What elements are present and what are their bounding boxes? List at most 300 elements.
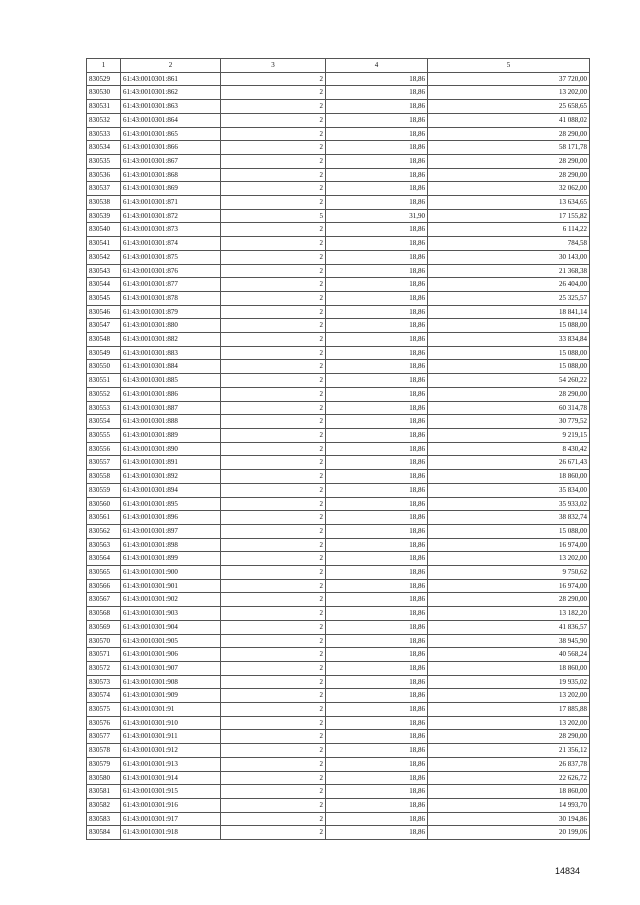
table-row (87, 538, 590, 552)
table-row (87, 168, 590, 182)
col3-value-cell: 2 (221, 620, 326, 634)
col4-value-cell: 18,86 (326, 250, 428, 264)
cadastral-number-cell: 61:43:0010301:891 (121, 456, 221, 470)
cadastral-number-cell: 61:43:0010301:880 (121, 319, 221, 333)
row-number-cell: 830530 (87, 86, 121, 100)
col4-value-cell: 18,86 (326, 196, 428, 210)
col4-value-cell: 18,86 (326, 72, 428, 86)
col4-value-cell: 18,86 (326, 182, 428, 196)
amount-cell: 21 356,12 (428, 744, 590, 758)
col4-value-cell: 18,86 (326, 579, 428, 593)
amount-cell: 25 325,57 (428, 291, 590, 305)
amount-cell: 38 832,74 (428, 511, 590, 525)
row-number-cell: 830570 (87, 634, 121, 648)
col3-value-cell: 2 (221, 182, 326, 196)
row-number-cell: 830544 (87, 278, 121, 292)
row-number-cell: 830549 (87, 346, 121, 360)
col3-value-cell: 2 (221, 798, 326, 812)
col3-value-cell: 2 (221, 730, 326, 744)
row-number-cell: 830578 (87, 744, 121, 758)
amount-cell: 28 290,00 (428, 154, 590, 168)
row-number-cell: 830555 (87, 428, 121, 442)
cadastral-number-cell: 61:43:0010301:91 (121, 703, 221, 717)
amount-cell: 8 430,42 (428, 442, 590, 456)
col3-value-cell: 2 (221, 127, 326, 141)
row-number-cell: 830576 (87, 716, 121, 730)
table-row (87, 291, 590, 305)
amount-cell: 38 945,90 (428, 634, 590, 648)
amount-cell: 13 634,65 (428, 196, 590, 210)
row-number-cell: 830538 (87, 196, 121, 210)
col3-value-cell: 2 (221, 579, 326, 593)
table-row (87, 593, 590, 607)
row-number-cell: 830581 (87, 785, 121, 799)
col3-value-cell: 2 (221, 346, 326, 360)
amount-cell: 26 837,78 (428, 757, 590, 771)
col4-value-cell: 18,86 (326, 593, 428, 607)
row-number-cell: 830559 (87, 483, 121, 497)
cadastral-number-cell: 61:43:0010301:888 (121, 415, 221, 429)
cadastral-number-cell: 61:43:0010301:872 (121, 209, 221, 223)
column-header-5: 5 (428, 59, 590, 73)
amount-cell: 35 933,02 (428, 497, 590, 511)
row-number-cell: 830543 (87, 264, 121, 278)
col4-value-cell: 18,86 (326, 360, 428, 374)
col3-value-cell: 2 (221, 387, 326, 401)
row-number-cell: 830532 (87, 113, 121, 127)
col4-value-cell: 18,86 (326, 483, 428, 497)
table-row (87, 812, 590, 826)
col3-value-cell: 2 (221, 785, 326, 799)
cadastral-number-cell: 61:43:0010301:904 (121, 620, 221, 634)
amount-cell: 21 368,38 (428, 264, 590, 278)
cadastral-number-cell: 61:43:0010301:869 (121, 182, 221, 196)
col3-value-cell: 2 (221, 497, 326, 511)
amount-cell: 784,58 (428, 237, 590, 251)
col4-value-cell: 18,86 (326, 100, 428, 114)
amount-cell: 13 202,00 (428, 689, 590, 703)
col3-value-cell: 2 (221, 456, 326, 470)
data-table (86, 58, 590, 840)
amount-cell: 60 314,78 (428, 401, 590, 415)
amount-cell: 14 993,70 (428, 798, 590, 812)
table-row (87, 620, 590, 634)
col3-value-cell: 2 (221, 648, 326, 662)
row-number-cell: 830546 (87, 305, 121, 319)
amount-cell: 28 290,00 (428, 127, 590, 141)
table-row (87, 442, 590, 456)
amount-cell: 30 143,00 (428, 250, 590, 264)
col4-value-cell: 18,86 (326, 401, 428, 415)
table-row (87, 100, 590, 114)
cadastral-number-cell: 61:43:0010301:908 (121, 675, 221, 689)
row-number-cell: 830572 (87, 661, 121, 675)
cadastral-number-cell: 61:43:0010301:911 (121, 730, 221, 744)
row-number-cell: 830563 (87, 538, 121, 552)
col3-value-cell: 2 (221, 415, 326, 429)
amount-cell: 26 671,43 (428, 456, 590, 470)
col3-value-cell: 2 (221, 716, 326, 730)
cadastral-number-cell: 61:43:0010301:864 (121, 113, 221, 127)
row-number-cell: 830529 (87, 72, 121, 86)
cadastral-number-cell: 61:43:0010301:886 (121, 387, 221, 401)
table-row (87, 648, 590, 662)
col4-value-cell: 18,86 (326, 634, 428, 648)
table-row (87, 798, 590, 812)
amount-cell: 37 720,00 (428, 72, 590, 86)
table-row (87, 333, 590, 347)
row-number-cell: 830567 (87, 593, 121, 607)
amount-cell: 22 626,72 (428, 771, 590, 785)
table-row (87, 415, 590, 429)
table-row (87, 319, 590, 333)
col3-value-cell: 2 (221, 141, 326, 155)
col4-value-cell: 18,86 (326, 497, 428, 511)
cadastral-number-cell: 61:43:0010301:868 (121, 168, 221, 182)
col3-value-cell: 2 (221, 442, 326, 456)
col4-value-cell: 18,86 (326, 798, 428, 812)
row-number-cell: 830554 (87, 415, 121, 429)
row-number-cell: 830583 (87, 812, 121, 826)
row-number-cell: 830584 (87, 826, 121, 840)
cadastral-number-cell: 61:43:0010301:863 (121, 100, 221, 114)
col4-value-cell: 18,86 (326, 771, 428, 785)
cadastral-number-cell: 61:43:0010301:865 (121, 127, 221, 141)
row-number-cell: 830582 (87, 798, 121, 812)
amount-cell: 19 935,02 (428, 675, 590, 689)
col4-value-cell: 18,86 (326, 168, 428, 182)
col3-value-cell: 2 (221, 634, 326, 648)
col3-value-cell: 2 (221, 812, 326, 826)
col3-value-cell: 2 (221, 250, 326, 264)
amount-cell: 28 290,00 (428, 168, 590, 182)
amount-cell: 33 834,84 (428, 333, 590, 347)
col3-value-cell: 2 (221, 566, 326, 580)
col4-value-cell: 18,86 (326, 113, 428, 127)
column-header-2: 2 (121, 59, 221, 73)
col4-value-cell: 18,86 (326, 428, 428, 442)
amount-cell: 16 974,00 (428, 538, 590, 552)
cadastral-number-cell: 61:43:0010301:905 (121, 634, 221, 648)
col4-value-cell: 18,86 (326, 470, 428, 484)
col3-value-cell: 2 (221, 154, 326, 168)
cadastral-number-cell: 61:43:0010301:867 (121, 154, 221, 168)
cadastral-number-cell: 61:43:0010301:913 (121, 757, 221, 771)
col3-value-cell: 2 (221, 826, 326, 840)
col3-value-cell: 2 (221, 360, 326, 374)
row-number-cell: 830566 (87, 579, 121, 593)
col3-value-cell: 2 (221, 401, 326, 415)
row-number-cell: 830579 (87, 757, 121, 771)
amount-cell: 54 260,22 (428, 374, 590, 388)
cadastral-number-cell: 61:43:0010301:906 (121, 648, 221, 662)
amount-cell: 41 836,57 (428, 620, 590, 634)
row-number-cell: 830552 (87, 387, 121, 401)
table-row (87, 196, 590, 210)
col3-value-cell: 2 (221, 675, 326, 689)
col3-value-cell: 2 (221, 264, 326, 278)
col3-value-cell: 2 (221, 196, 326, 210)
amount-cell: 58 171,78 (428, 141, 590, 155)
table-row (87, 483, 590, 497)
row-number-cell: 830535 (87, 154, 121, 168)
col3-value-cell: 2 (221, 552, 326, 566)
column-header-4: 4 (326, 59, 428, 73)
col4-value-cell: 18,86 (326, 552, 428, 566)
table-row (87, 250, 590, 264)
row-number-cell: 830547 (87, 319, 121, 333)
table-row (87, 223, 590, 237)
table-row (87, 360, 590, 374)
col4-value-cell: 18,86 (326, 703, 428, 717)
table-row (87, 264, 590, 278)
amount-cell: 18 860,00 (428, 661, 590, 675)
table-row (87, 237, 590, 251)
amount-cell: 28 290,00 (428, 730, 590, 744)
col3-value-cell: 2 (221, 511, 326, 525)
cadastral-number-cell: 61:43:0010301:897 (121, 524, 221, 538)
row-number-cell: 830564 (87, 552, 121, 566)
col3-value-cell: 2 (221, 771, 326, 785)
col3-value-cell: 2 (221, 703, 326, 717)
table-row (87, 182, 590, 196)
amount-cell: 13 202,00 (428, 716, 590, 730)
amount-cell: 25 658,65 (428, 100, 590, 114)
row-number-cell: 830551 (87, 374, 121, 388)
row-number-cell: 830548 (87, 333, 121, 347)
col4-value-cell: 18,86 (326, 237, 428, 251)
cadastral-number-cell: 61:43:0010301:873 (121, 223, 221, 237)
cadastral-number-cell: 61:43:0010301:878 (121, 291, 221, 305)
row-number-cell: 830533 (87, 127, 121, 141)
col3-value-cell: 2 (221, 223, 326, 237)
table-row (87, 113, 590, 127)
row-number-cell: 830556 (87, 442, 121, 456)
cadastral-number-cell: 61:43:0010301:907 (121, 661, 221, 675)
table-row (87, 744, 590, 758)
table-row (87, 278, 590, 292)
table-row (87, 209, 590, 223)
col4-value-cell: 18,86 (326, 538, 428, 552)
table-row (87, 716, 590, 730)
table-row (87, 511, 590, 525)
col3-value-cell: 2 (221, 305, 326, 319)
amount-cell: 28 290,00 (428, 387, 590, 401)
col4-value-cell: 18,86 (326, 744, 428, 758)
col4-value-cell: 18,86 (326, 456, 428, 470)
cadastral-number-cell: 61:43:0010301:874 (121, 237, 221, 251)
row-number-cell: 830553 (87, 401, 121, 415)
col4-value-cell: 18,86 (326, 141, 428, 155)
col4-value-cell: 18,86 (326, 716, 428, 730)
row-number-cell: 830562 (87, 524, 121, 538)
table-row (87, 675, 590, 689)
table-row (87, 401, 590, 415)
col4-value-cell: 18,86 (326, 511, 428, 525)
col4-value-cell: 18,86 (326, 127, 428, 141)
row-number-cell: 830534 (87, 141, 121, 155)
col4-value-cell: 18,86 (326, 86, 428, 100)
column-header-3: 3 (221, 59, 326, 73)
cadastral-number-cell: 61:43:0010301:912 (121, 744, 221, 758)
row-number-cell: 830577 (87, 730, 121, 744)
cadastral-number-cell: 61:43:0010301:876 (121, 264, 221, 278)
amount-cell: 13 182,20 (428, 607, 590, 621)
amount-cell: 18 841,14 (428, 305, 590, 319)
amount-cell: 30 779,52 (428, 415, 590, 429)
cadastral-number-cell: 61:43:0010301:877 (121, 278, 221, 292)
page-number: 14834 (555, 866, 581, 876)
col4-value-cell: 18,86 (326, 607, 428, 621)
col3-value-cell: 2 (221, 538, 326, 552)
row-number-cell: 830541 (87, 237, 121, 251)
row-number-cell: 830574 (87, 689, 121, 703)
amount-cell: 26 404,00 (428, 278, 590, 292)
row-number-cell: 830560 (87, 497, 121, 511)
row-number-cell: 830571 (87, 648, 121, 662)
cadastral-number-cell: 61:43:0010301:882 (121, 333, 221, 347)
table-row (87, 579, 590, 593)
table-row (87, 387, 590, 401)
table-row (87, 374, 590, 388)
row-number-cell: 830557 (87, 456, 121, 470)
table-row (87, 785, 590, 799)
amount-cell: 32 062,00 (428, 182, 590, 196)
row-number-cell: 830542 (87, 250, 121, 264)
table-row (87, 771, 590, 785)
row-number-cell: 830539 (87, 209, 121, 223)
cadastral-number-cell: 61:43:0010301:875 (121, 250, 221, 264)
amount-cell: 9 219,15 (428, 428, 590, 442)
col4-value-cell: 18,86 (326, 442, 428, 456)
table-row (87, 661, 590, 675)
table-row (87, 552, 590, 566)
col3-value-cell: 2 (221, 483, 326, 497)
cadastral-number-cell: 61:43:0010301:916 (121, 798, 221, 812)
cadastral-number-cell: 61:43:0010301:895 (121, 497, 221, 511)
table-row (87, 826, 590, 840)
col4-value-cell: 31,90 (326, 209, 428, 223)
col3-value-cell: 2 (221, 291, 326, 305)
col4-value-cell: 18,86 (326, 785, 428, 799)
row-number-cell: 830573 (87, 675, 121, 689)
table-row (87, 757, 590, 771)
table-row (87, 456, 590, 470)
col4-value-cell: 18,86 (326, 415, 428, 429)
cadastral-number-cell: 61:43:0010301:896 (121, 511, 221, 525)
col3-value-cell: 2 (221, 333, 326, 347)
amount-cell: 9 750,62 (428, 566, 590, 580)
table-row (87, 127, 590, 141)
row-number-cell: 830536 (87, 168, 121, 182)
header-row (87, 59, 590, 73)
col3-value-cell: 2 (221, 593, 326, 607)
cadastral-number-cell: 61:43:0010301:866 (121, 141, 221, 155)
col3-value-cell: 2 (221, 374, 326, 388)
cadastral-number-cell: 61:43:0010301:887 (121, 401, 221, 415)
table-row (87, 497, 590, 511)
col4-value-cell: 18,86 (326, 154, 428, 168)
table-row (87, 524, 590, 538)
cadastral-number-cell: 61:43:0010301:898 (121, 538, 221, 552)
cadastral-number-cell: 61:43:0010301:884 (121, 360, 221, 374)
col3-value-cell: 2 (221, 524, 326, 538)
col4-value-cell: 18,86 (326, 374, 428, 388)
cadastral-number-cell: 61:43:0010301:883 (121, 346, 221, 360)
col4-value-cell: 18,86 (326, 319, 428, 333)
cadastral-number-cell: 61:43:0010301:914 (121, 771, 221, 785)
table-row (87, 634, 590, 648)
amount-cell: 17 155,82 (428, 209, 590, 223)
row-number-cell: 830575 (87, 703, 121, 717)
col3-value-cell: 2 (221, 428, 326, 442)
col3-value-cell: 2 (221, 757, 326, 771)
cadastral-number-cell: 61:43:0010301:915 (121, 785, 221, 799)
col4-value-cell: 18,86 (326, 826, 428, 840)
amount-cell: 20 199,06 (428, 826, 590, 840)
table-row (87, 72, 590, 86)
column-header-1: 1 (87, 59, 121, 73)
row-number-cell: 830561 (87, 511, 121, 525)
col4-value-cell: 18,86 (326, 387, 428, 401)
table-body (87, 72, 590, 839)
amount-cell: 17 885,88 (428, 703, 590, 717)
table-row (87, 428, 590, 442)
cadastral-number-cell: 61:43:0010301:890 (121, 442, 221, 456)
row-number-cell: 830568 (87, 607, 121, 621)
amount-cell: 6 114,22 (428, 223, 590, 237)
table-row (87, 154, 590, 168)
cadastral-number-cell: 61:43:0010301:918 (121, 826, 221, 840)
cadastral-number-cell: 61:43:0010301:909 (121, 689, 221, 703)
col4-value-cell: 18,86 (326, 278, 428, 292)
row-number-cell: 830550 (87, 360, 121, 374)
cadastral-number-cell: 61:43:0010301:917 (121, 812, 221, 826)
cadastral-number-cell: 61:43:0010301:871 (121, 196, 221, 210)
col4-value-cell: 18,86 (326, 675, 428, 689)
table-row (87, 305, 590, 319)
col3-value-cell: 2 (221, 168, 326, 182)
col4-value-cell: 18,86 (326, 689, 428, 703)
col3-value-cell: 2 (221, 689, 326, 703)
cadastral-number-cell: 61:43:0010301:903 (121, 607, 221, 621)
col4-value-cell: 18,86 (326, 648, 428, 662)
col3-value-cell: 2 (221, 661, 326, 675)
col3-value-cell: 2 (221, 278, 326, 292)
cadastral-number-cell: 61:43:0010301:862 (121, 86, 221, 100)
cadastral-number-cell: 61:43:0010301:892 (121, 470, 221, 484)
col4-value-cell: 18,86 (326, 333, 428, 347)
table-header (87, 59, 590, 73)
col4-value-cell: 18,86 (326, 291, 428, 305)
table-row (87, 689, 590, 703)
col3-value-cell: 2 (221, 72, 326, 86)
cadastral-number-cell: 61:43:0010301:900 (121, 566, 221, 580)
col4-value-cell: 18,86 (326, 264, 428, 278)
row-number-cell: 830545 (87, 291, 121, 305)
amount-cell: 15 088,00 (428, 346, 590, 360)
table-row (87, 470, 590, 484)
amount-cell: 28 290,00 (428, 593, 590, 607)
table-row (87, 566, 590, 580)
col4-value-cell: 18,86 (326, 566, 428, 580)
amount-cell: 18 860,00 (428, 470, 590, 484)
row-number-cell: 830540 (87, 223, 121, 237)
amount-cell: 30 194,86 (428, 812, 590, 826)
table-row (87, 703, 590, 717)
cadastral-number-cell: 61:43:0010301:885 (121, 374, 221, 388)
col3-value-cell: 2 (221, 470, 326, 484)
